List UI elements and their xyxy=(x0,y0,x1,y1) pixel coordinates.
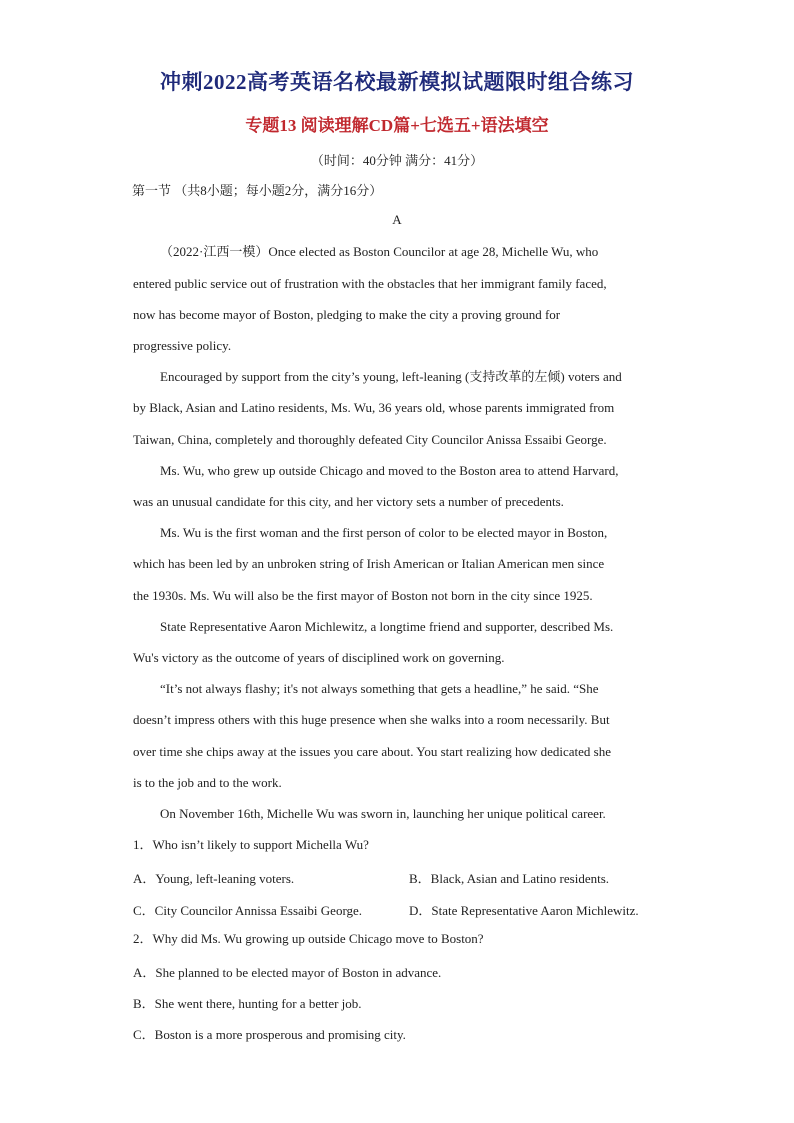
passage-line: now has become mayor of Boston, pledging to make the city a proving ground for xyxy=(133,307,561,322)
document-subtitle: 专题13 阅读理解CD篇+七选五+语法填空 xyxy=(245,116,549,135)
passage-label: A xyxy=(392,212,402,227)
passage-line: On November 16th, Michelle Wu was sworn in, launching her unique political career. xyxy=(160,806,606,821)
passage-line: Wu's victory as the outcome of years of disciplined work on governing. xyxy=(133,650,505,665)
question-2-option-a: A．She planned to be elected mayor of Boston in advance. xyxy=(133,965,442,980)
passage-line: State Representative Aaron Michlewitz, a longtime friend and supporter, described Ms. xyxy=(160,619,614,634)
passage-line: entered public service out of frustration with the obstacles that her immigrant family faced, xyxy=(133,276,607,291)
document-title: 冲刺2022高考英语名校最新模拟试题限时组合练习 xyxy=(160,70,634,94)
passage-line: Ms. Wu, who grew up outside Chicago and moved to the Boston area to attend Harvard, xyxy=(160,463,619,478)
passage-line: by Black, Asian and Latino residents, Ms. Wu, 36 years old, whose parents immigrated from xyxy=(133,400,615,415)
passage-line: “It’s not always flashy; it's not always something that gets a headline,” he said. “She xyxy=(160,681,599,696)
question-1-option-b: B．Black, Asian and Latino residents. xyxy=(409,871,610,886)
passage-line: over time she chips away at the issues you care about. You start realizing how dedicated she xyxy=(133,744,611,759)
passage-line: Encouraged by support from the city’s young, left-leaning (支持改革的左倾) voters and xyxy=(160,369,622,384)
passage-line: progressive policy. xyxy=(133,338,232,353)
passage-line: which has been led by an unbroken string of Irish American or Italian American men since xyxy=(133,556,605,571)
question-1-option-c: C．City Councilor Annissa Essaibi George. xyxy=(133,903,363,918)
question-2-stem: 2．Why did Ms. Wu growing up outside Chicago move to Boston? xyxy=(133,931,484,946)
time-score-info: （时间：40分钟 满分：41分） xyxy=(310,153,484,168)
passage-line: doesn’t impress others with this huge presence when she walks into a room necessarily. But xyxy=(133,712,610,727)
question-2-option-b: B．She went there, hunting for a better job. xyxy=(133,996,362,1011)
passage-line: was an unusual candidate for this city, and her victory sets a number of precedents. xyxy=(133,494,564,509)
question-1-stem: 1．Who isn’t likely to support Michella Wu? xyxy=(133,837,369,852)
question-1-option-d: D．State Representative Aaron Michlewitz. xyxy=(409,903,639,918)
question-1-option-a: A．Young, left-leaning voters. xyxy=(133,871,295,886)
passage-line: the 1930s. Ms. Wu will also be the first mayor of Boston not born in the city since 1925. xyxy=(133,588,593,603)
section-heading: 第一节 （共8小题；每小题2分，满分16分） xyxy=(132,183,383,198)
passage-line: is to the job and to the work. xyxy=(133,775,282,790)
question-2-option-c: C．Boston is a more prosperous and promising city. xyxy=(133,1027,406,1042)
passage-line: （2022·江西一模）Once elected as Boston Councilor at age 28, Michelle Wu, who xyxy=(160,244,599,259)
passage-line: Taiwan, China, completely and thoroughly defeated City Councilor Anissa Essaibi George. xyxy=(133,432,607,447)
passage-line: Ms. Wu is the first woman and the first person of color to be elected mayor in Boston, xyxy=(160,525,608,540)
